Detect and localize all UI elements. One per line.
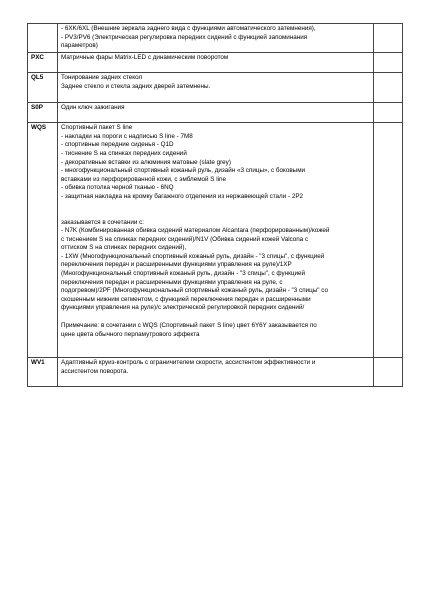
table-row [28, 102, 403, 123]
text-line: - 1XW (Многофункциональный спортивный кожаный руль, дизайн - "3 спицы", с функцией [61, 252, 325, 260]
text-line: - спортивные передние сиденья - Q1D [61, 141, 174, 149]
text-line: вставками из перфорированной кожи, с эмблемой S line [61, 175, 227, 183]
empty-cell [374, 102, 403, 123]
option-code [28, 24, 58, 53]
text-line: оттиском S на спинках передних сидений), [61, 244, 187, 252]
option-code: QL5 [28, 73, 58, 102]
option-description [58, 123, 374, 358]
text-line: цене цвета обычного перламутрового эффекта [61, 330, 200, 338]
option-description [58, 102, 374, 123]
text-line: заказывается в сочетании с: [61, 218, 145, 226]
text-line: Тонирование задних стекол [61, 74, 143, 82]
text-line: переключения передач и расширенными функциями управления на руле, с [61, 278, 283, 286]
text-line: Примечание: в сочетании с WQS (Спортивный пакет S line) цвет 6Y6Y заказывается по [61, 322, 317, 330]
table-row [28, 73, 403, 102]
text-line: - 6XK/6XL (Внешние зеркала заднего вида с функциями автоматического затемнения), [61, 25, 316, 32]
table-row [28, 52, 403, 73]
text-line: переключения передач и расширенными функциями управления на руле)/1XP [61, 261, 292, 269]
empty-cell [374, 73, 403, 102]
empty-cell [374, 24, 403, 53]
text-line: - обивка потолка черной тканью - 6NQ [61, 184, 174, 192]
text-line: Заднее стекло и стекла задних дверей затемнены. [61, 82, 211, 90]
empty-cell [374, 358, 403, 387]
spec-table [27, 23, 403, 387]
option-description [58, 358, 374, 387]
text-line: Адаптивный круиз-контроль с ограничителем скорости, ассистентом эффективности и [61, 359, 316, 367]
text-line: Спортивный пакет S line [61, 124, 133, 132]
text-line: - декоративные вставки из алюминия матовые (slate grey) [61, 158, 231, 166]
text-line: - PV3/PV6 (Электрическая регулировка передних сидений с функцией запоминания [61, 33, 308, 41]
text-line: - тиснение S на спинках передних сидений [61, 149, 187, 157]
option-description [58, 73, 374, 102]
empty-cell [374, 52, 403, 73]
option-code: WQS [28, 123, 58, 358]
text-line: с тиснением S на спинках передних сидений)/N1V (Обивка сидений кожей Valcona с [61, 235, 309, 243]
text-line: - накладки на пороги с надписью S line - 7M8 [61, 132, 193, 140]
text-line: функциями управления на руле)/с электрической регулировкой передних сидений/ [61, 304, 305, 312]
text-line: подогревом)/2PF (Многофункциональный спортивный кожаный руль, дизайн - "3 спицы" со [61, 287, 328, 295]
empty-cell [374, 123, 403, 358]
table-row [28, 24, 403, 53]
text-line: скошенным нижним сегментом, с функцией переключения передач и расширенными [61, 295, 311, 303]
option-code: PXC [28, 52, 58, 73]
table-row [28, 358, 403, 387]
text-line: - многофункциональный спортивный кожаный руль, дизайн «3 спицы», с боковыми [61, 167, 306, 175]
text-line: Матричные фары Matrix-LED с динамическим поворотом [61, 53, 229, 61]
text-line: - N7K (Комбинированная обивка сидений материалом Alcantara (перфорированным)/кожей [61, 227, 330, 235]
option-code: WV1 [28, 358, 58, 387]
option-code: S0P [28, 102, 58, 123]
option-description [58, 24, 374, 53]
option-description [58, 52, 374, 73]
text-line: Один ключ зажигания [61, 103, 125, 111]
text-line: (Многофункциональный спортивный кожаный руль, дизайн - "3 спицы", с функцией [61, 270, 306, 278]
table-row [28, 123, 403, 358]
text-line: параметров) [61, 42, 98, 50]
text-line: - защитная накладка на кромку багажного отделения из нержавеющей стали - 2P2 [61, 192, 304, 200]
text-line: ассистентом поворота. [61, 367, 129, 375]
